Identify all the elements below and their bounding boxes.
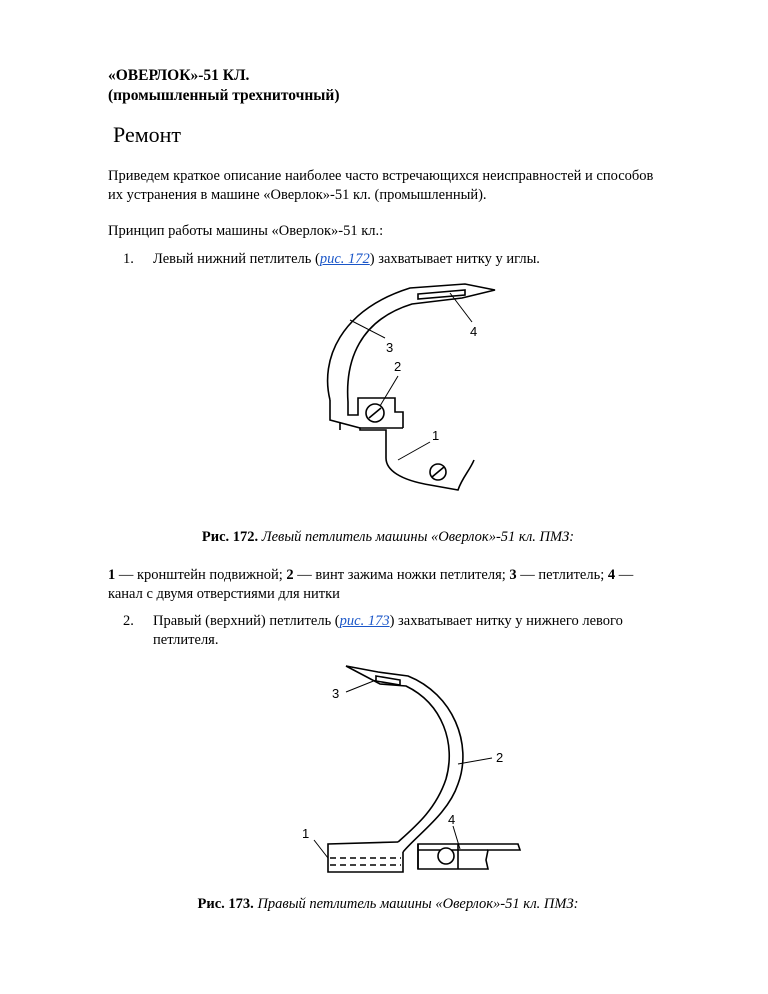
fig-172-link[interactable]: рис. 172 xyxy=(319,251,370,267)
section-heading: Ремонт xyxy=(113,122,182,147)
list-item xyxy=(123,612,683,649)
legend-text: — xyxy=(615,567,634,583)
list-item-text-after: ) захватывает нитку у нижнего левого xyxy=(389,613,623,629)
intro-line-1: Приведем краткое описание наиболее часто встречающихся неисправностей и способов xyxy=(108,168,654,184)
screw-2-icon xyxy=(366,404,384,422)
list-item-text-before: Левый нижний петлитель ( xyxy=(153,251,320,267)
holder-hole-icon xyxy=(438,848,454,864)
fig-172-label-1: 1 xyxy=(432,428,440,443)
figure-172-left-looper xyxy=(300,270,520,510)
title-line-2: (промышленный трехниточный) xyxy=(108,87,340,104)
legend-num: 1 xyxy=(108,567,116,583)
fig-173-label-2: 2 xyxy=(496,750,504,765)
legend-num: 2 xyxy=(286,567,294,583)
figure-173-right-looper xyxy=(288,654,538,884)
fig-173-link[interactable]: рис. 173 xyxy=(339,613,390,629)
right-looper-drawing xyxy=(328,666,520,872)
intro-line-2: их устранения в машине «Оверлок»-51 кл. (промышленный). xyxy=(108,186,487,203)
left-looper-drawing xyxy=(328,284,495,490)
fig-173-label-1: 1 xyxy=(302,826,310,841)
legend-num: 4 xyxy=(607,567,616,583)
fig-173-caption-label: Рис. 173. xyxy=(197,896,254,912)
fig-173-leaders xyxy=(314,680,492,858)
fig-173-label-3: 3 xyxy=(332,686,340,701)
fig-172-caption-text: Левый петлитель машины «Оверлок»-51 кл. ПМЗ: xyxy=(261,529,575,545)
fig-173-caption-text: Правый петлитель машины «Оверлок»-51 кл. ПМЗ: xyxy=(257,896,579,912)
fig-172-label-3: 3 xyxy=(386,340,394,355)
list-item-text-continuation: петлителя. xyxy=(153,631,219,648)
fig-172-label-4: 4 xyxy=(470,324,478,339)
principle-paragraph: Принцип работы машины «Оверлок»-51 кл.: xyxy=(108,223,384,239)
intro-paragraph xyxy=(108,167,688,204)
list-item-number: 1. xyxy=(123,251,134,267)
bracket-screw-icon xyxy=(430,464,446,480)
legend-num: 3 xyxy=(509,567,517,583)
list-item-number: 2. xyxy=(123,613,134,629)
list-item xyxy=(123,250,683,269)
legend-text: — кронштейн подвижной; xyxy=(115,567,287,583)
title-line-1: «ОВЕРЛОК»-51 КЛ. xyxy=(108,67,250,84)
document-title xyxy=(108,66,340,106)
list-item-text-before: Правый (верхний) петлитель ( xyxy=(153,613,340,629)
fig-172-legend xyxy=(108,566,688,603)
fig-172-caption-label: Рис. 172. xyxy=(201,529,259,545)
fig-172-caption xyxy=(108,529,668,546)
fig-172-label-2: 2 xyxy=(394,359,402,374)
fig-173-label-4: 4 xyxy=(448,812,456,827)
legend-line-2: канал с двумя отверстиями для нитки xyxy=(108,585,340,602)
legend-text: — винт зажима ножки петлителя; xyxy=(293,567,510,583)
fig-173-caption xyxy=(108,896,668,913)
legend-text: — петлитель; xyxy=(516,567,608,583)
list-item-text-after: ) захватывает нитку у иглы. xyxy=(369,251,540,267)
fig-172-leaders xyxy=(350,293,472,460)
